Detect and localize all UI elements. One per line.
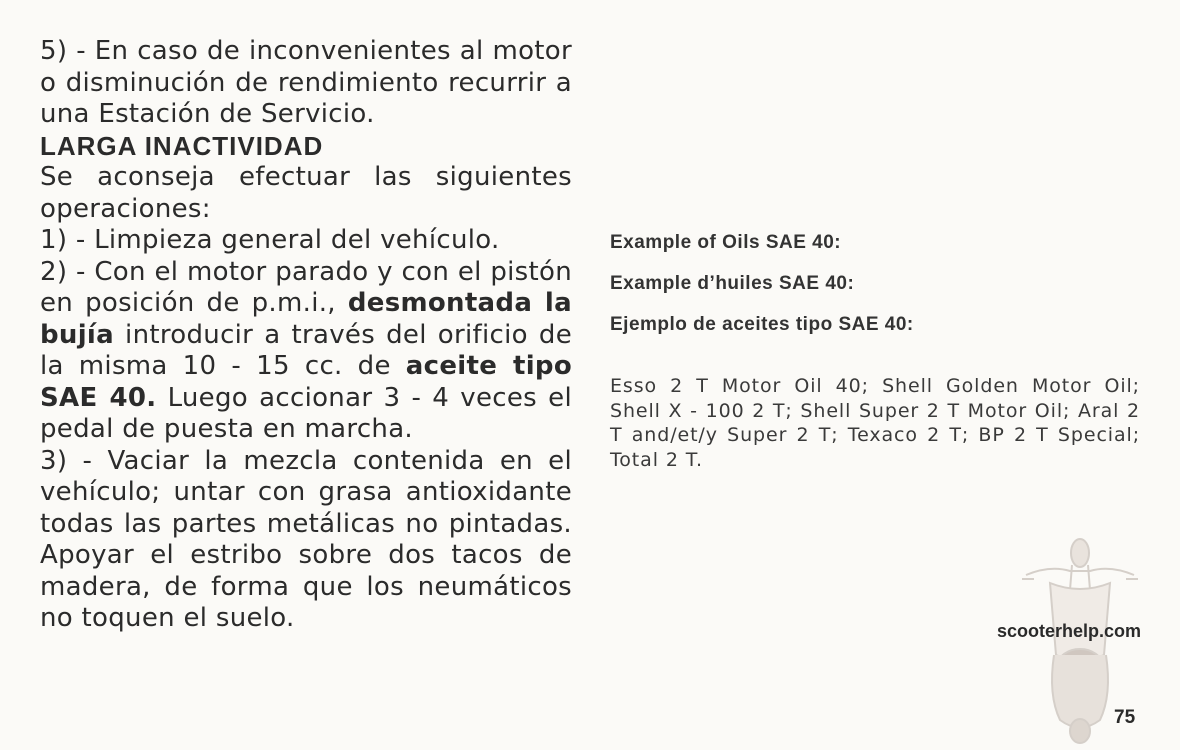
oil-list: Esso 2 T Motor Oil 40; Shell Golden Motor Oil; Shell X - 100 2 T; Shell Super 2 T Motor Oil; Aral 2 T and/et/y Super 2 T; Texaco 2 T; BP 2 T Special; Total 2 T. <box>610 375 1140 471</box>
item-5: 5) - En caso de inconvenientes al motor o disminución de rendimiento recurrir a una Estación de Servicio. <box>40 36 572 129</box>
right-column <box>610 232 1140 491</box>
item-2-text-b: introducir a través del orificio de la misma 10 - 15 cc. de <box>40 319 572 381</box>
item-3: 3) - Vaciar la mezcla contenida en el vehículo; untar con grasa antioxidante todas las partes metálicas no pintadas. Apoyar el estribo sobre dos tacos de madera, de forma que los neumáticos no toquen el suelo. <box>40 445 572 633</box>
item-2 <box>40 257 572 446</box>
section-heading: LARGA INACTIVIDAD <box>40 130 324 161</box>
example-french: Example d’huiles SAE 40: <box>610 273 855 294</box>
item-2-bold-b: aceite tipo SAE 40. <box>40 351 572 413</box>
item-2-bold-a: desmontada la bujía <box>40 288 572 350</box>
example-english: Example of Oils SAE 40: <box>610 232 842 253</box>
intro-text: Se aconseja efectuar las siguientes operaciones: <box>40 162 572 224</box>
example-spanish: Ejemplo de aceites tipo SAE 40: <box>610 314 914 335</box>
item-1: 1) - Limpieza general del vehículo. <box>40 225 500 255</box>
left-column <box>40 36 572 635</box>
watermark-text: scooterhelp.com <box>997 621 1142 641</box>
page-number: 75 <box>1114 707 1136 728</box>
item-2-text-c: Luego accionar 3 - 4 veces el pedal de puesta en marcha. <box>40 382 572 444</box>
item-2-text-a: 2) - Con el motor parado y con el pistón en posición de p.m.i., <box>40 256 572 318</box>
